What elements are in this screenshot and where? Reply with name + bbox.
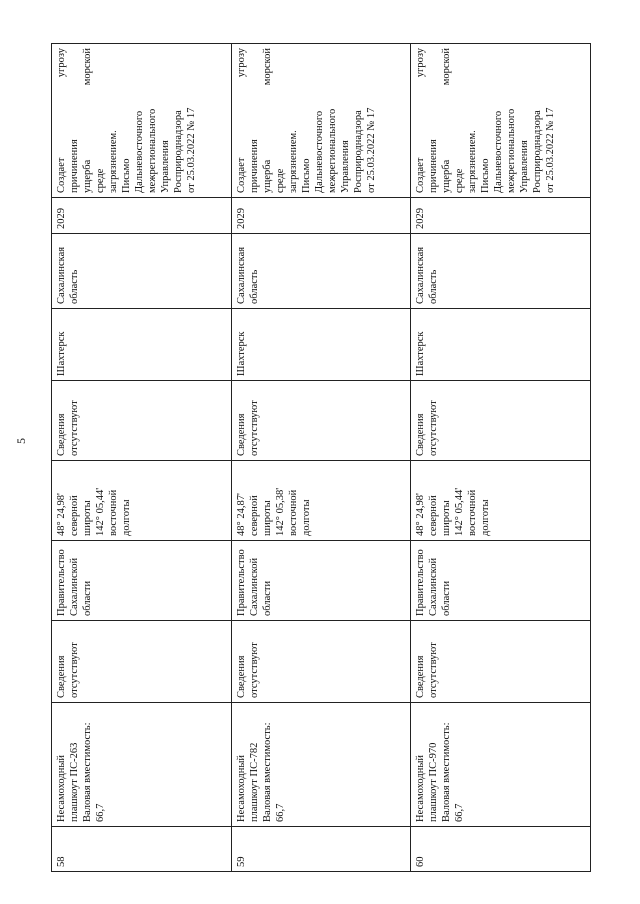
cell-text-line: загрязнением. xyxy=(467,130,479,193)
authority-cell xyxy=(231,541,411,621)
cell-text-line: от 25.03.2022 № 17 xyxy=(186,107,197,193)
row-number-cell xyxy=(52,827,232,872)
cell-text-line: Валовая вместимость: xyxy=(82,722,93,822)
cell-text-line: долготы xyxy=(480,499,492,536)
cell-text-line: отсутствуют xyxy=(248,400,260,456)
table-row xyxy=(231,44,411,872)
region-cell xyxy=(52,234,232,309)
cell-text-line: Сведения xyxy=(415,413,427,456)
vessel-cell xyxy=(411,703,591,827)
row-number-cell xyxy=(411,827,591,872)
cell-text-line: Несамоходный xyxy=(235,754,247,822)
cell-text-line: Сведения xyxy=(415,655,427,698)
cell-text: Шахтерск xyxy=(415,331,427,376)
town-cell xyxy=(52,309,232,381)
table-row xyxy=(52,44,232,872)
year-cell xyxy=(231,198,411,234)
cell-text-line: Управления xyxy=(160,140,171,193)
cell-text-line: 142° 05,44' xyxy=(95,487,106,536)
info-cell xyxy=(52,381,232,461)
owner-cell xyxy=(411,621,591,703)
note-cell xyxy=(52,44,232,198)
cell-text-line: загрязнением. xyxy=(108,130,119,193)
cell-text-line: 66,7 xyxy=(274,803,286,822)
cell-text-line: Письмо xyxy=(480,158,492,193)
cell-text-line: северной xyxy=(248,495,260,536)
row-number-cell xyxy=(231,827,411,872)
cell-text-line: северной xyxy=(69,495,80,536)
cell-text-line: Сахалинская xyxy=(56,246,67,304)
cell-text-line: долготы xyxy=(300,499,312,536)
cell-text-line: 48° 24,98' xyxy=(56,493,67,536)
cell-text-line: восточной xyxy=(287,489,299,536)
cell-text: Шахтерск xyxy=(56,331,67,376)
cell-text-line: Сведения xyxy=(56,655,67,698)
cell-text-line: среде xyxy=(95,168,106,193)
cell-text-line: область xyxy=(428,269,440,304)
cell-text-line: восточной xyxy=(467,489,479,536)
cell-text-line: 48° 24,98' xyxy=(415,493,427,536)
cell-text-line: широты xyxy=(82,500,93,536)
year-cell xyxy=(411,198,591,234)
cell-text-line: Дальневосточного xyxy=(493,110,505,193)
cell-text-line: 142° 05,38' xyxy=(274,487,286,536)
coordinates-cell xyxy=(411,461,591,541)
cell-text-line: широты xyxy=(441,500,453,536)
cell-text-line: область xyxy=(69,269,80,304)
cell-text-line: 66,7 xyxy=(454,803,466,822)
town-cell xyxy=(411,309,591,381)
cell-text-line: Сахалинская xyxy=(235,246,247,304)
cell-text-line: Сахалинской xyxy=(428,557,440,616)
cell-text: 2029 xyxy=(56,208,67,229)
cell-text-line: плашкоут ПС-263 xyxy=(69,742,80,822)
cell-text-line: отсутствуют xyxy=(248,642,260,698)
cell-text-line: Письмо xyxy=(300,158,312,193)
cell-text-line: Дальневосточного xyxy=(134,110,145,193)
coordinates-cell xyxy=(231,461,411,541)
authority-cell xyxy=(52,541,232,621)
cell-text-line: северной xyxy=(428,495,440,536)
coordinates-cell xyxy=(52,461,232,541)
cell-text-line: Сахалинской xyxy=(248,557,260,616)
cell-text-line: области xyxy=(82,580,93,616)
cell-text-line: Сахалинская xyxy=(415,246,427,304)
year-cell xyxy=(52,198,232,234)
cell-text: 2029 xyxy=(235,208,247,229)
cell-text-line: Росприроднадзора xyxy=(532,110,544,193)
note-cell xyxy=(411,44,591,198)
table-row xyxy=(411,44,591,872)
note-cell xyxy=(231,44,411,198)
vessel-cell xyxy=(52,703,232,827)
cell-text-line: ущерба морской xyxy=(441,48,453,193)
owner-cell xyxy=(52,621,232,703)
cell-text-line: от 25.03.2022 № 17 xyxy=(545,107,557,193)
cell-text: 60 xyxy=(415,856,427,867)
cell-text-line: межрегионального xyxy=(147,108,158,193)
vessel-cell xyxy=(231,703,411,827)
cell-text-line: широты xyxy=(261,500,273,536)
town-cell xyxy=(231,309,411,381)
cell-text-line: Создает угрозу xyxy=(235,48,247,193)
cell-text-line: среде xyxy=(274,168,286,193)
page-number: 5 xyxy=(14,438,28,444)
cell-text-line: области xyxy=(441,580,453,616)
cell-text-line: Управления xyxy=(519,140,531,193)
cell-text-line: восточной xyxy=(108,489,119,536)
authority-cell xyxy=(411,541,591,621)
vessel-table xyxy=(51,43,591,872)
cell-text-line: Несамоходный xyxy=(56,754,67,822)
cell-text-line: отсутствуют xyxy=(69,400,80,456)
cell-text-line: загрязнением. xyxy=(287,130,299,193)
cell-text-line: ущерба морской xyxy=(82,48,93,193)
region-cell xyxy=(411,234,591,309)
cell-text-line: отсутствуют xyxy=(428,642,440,698)
cell-text-line: Валовая вместимость: xyxy=(441,722,453,822)
cell-text-line: 66,7 xyxy=(95,803,106,822)
rotated-table-container xyxy=(51,44,591,872)
cell-text-line: от 25.03.2022 № 17 xyxy=(365,107,377,193)
cell-text: 58 xyxy=(56,856,67,867)
cell-text-line: плашкоут ПС-970 xyxy=(428,742,440,822)
info-cell xyxy=(231,381,411,461)
cell-text-line: ущерба морской xyxy=(261,48,273,193)
cell-text-line: причинения xyxy=(69,139,80,193)
cell-text-line: Сведения xyxy=(235,655,247,698)
cell-text-line: Росприроднадзора xyxy=(173,110,184,193)
cell-text-line: Создает угрозу xyxy=(56,48,67,193)
cell-text-line: Валовая вместимость: xyxy=(261,722,273,822)
cell-text-line: Правительство xyxy=(56,549,67,616)
cell-text-line: среде xyxy=(454,168,466,193)
cell-text-line: долготы xyxy=(121,499,132,536)
cell-text-line: 48° 24,87' xyxy=(235,493,247,536)
cell-text: 59 xyxy=(235,856,247,867)
cell-text-line: Создает угрозу xyxy=(415,48,427,193)
region-cell xyxy=(231,234,411,309)
cell-text-line: Несамоходный xyxy=(415,754,427,822)
cell-text: Шахтерск xyxy=(235,331,247,376)
cell-text-line: 142° 05,44' xyxy=(454,487,466,536)
cell-text-line: плашкоут ПС-782 xyxy=(248,742,260,822)
cell-text: 2029 xyxy=(415,208,427,229)
cell-text-line: отсутствуют xyxy=(69,642,80,698)
cell-text-line: Сведения xyxy=(56,413,67,456)
cell-text-line: Правительство xyxy=(235,549,247,616)
cell-text-line: Дальневосточного xyxy=(313,110,325,193)
cell-text-line: причинения xyxy=(428,139,440,193)
cell-text-line: Сведения xyxy=(235,413,247,456)
cell-text-line: Сахалинской xyxy=(69,557,80,616)
cell-text-line: область xyxy=(248,269,260,304)
cell-text-line: области xyxy=(261,580,273,616)
cell-text-line: причинения xyxy=(248,139,260,193)
owner-cell xyxy=(231,621,411,703)
cell-text-line: Правительство xyxy=(415,549,427,616)
cell-text-line: Росприроднадзора xyxy=(352,110,364,193)
cell-text-line: Письмо xyxy=(121,158,132,193)
cell-text-line: отсутствуют xyxy=(428,400,440,456)
cell-text-line: межрегионального xyxy=(326,108,338,193)
cell-text-line: межрегионального xyxy=(506,108,518,193)
info-cell xyxy=(411,381,591,461)
cell-text-line: Управления xyxy=(339,140,351,193)
